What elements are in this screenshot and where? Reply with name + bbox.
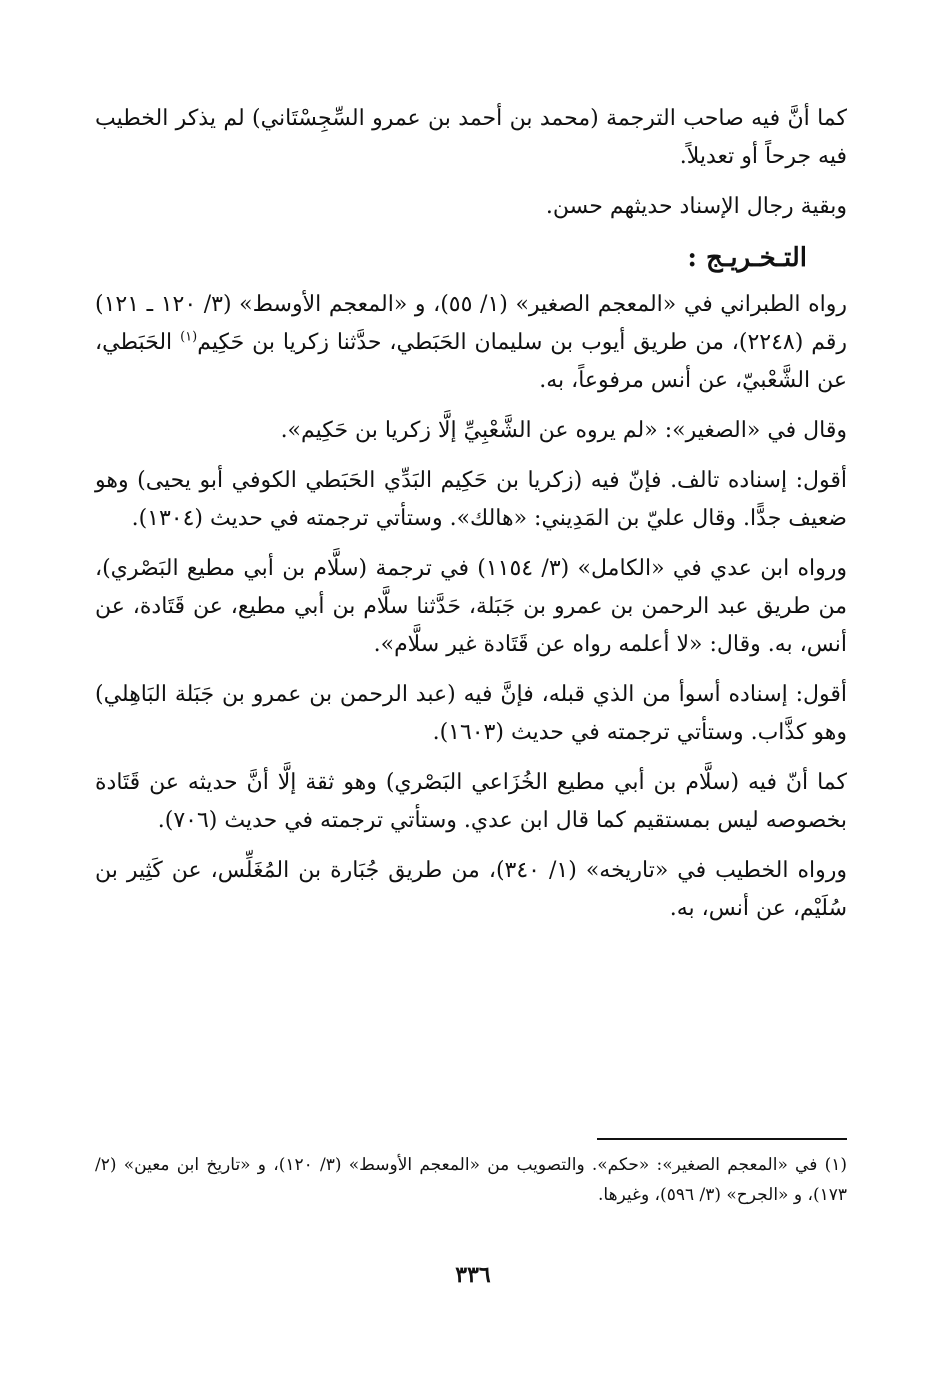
paragraph-takhrij [95,286,847,400]
paragraph-ibn-adi: ورواه ابن عدي في «الكامل» (٣/ ١١٥٤) في ترجمة (سلَّام بن أبي مطيع البَصْري)، من طريق عبد الرحمن بن عمرو بن جَبَلة، حَدَّثنا سلَّام بن أبي مطيع، عن قَتَادة، عن أنس، به. وقال: «لا أعلمه رواه عن قَتَادة غير سلَّام». [95,556,848,657]
paragraph-khatib: ورواه الخطيب في «تاريخه» (١/ ٣٤٠)، من طريق جُبَارة بن المُغَلِّس، عن كَثِير بن سُلَيْم، عن أنس، به. [95,858,847,921]
paragraph-sallam: كما أنّ فيه (سلَّام بن أبي مطيع الخُزَاعي البَصْري) وهو ثقة إلَّا أنَّ حديثه عن قَتَادة بخصوصه ليس بمستقيم كما قال ابن عدي. وستأتي ترجمته في حديث (٧٠٦). [95,770,847,833]
paragraph-aqul-1: أقول: إسناده تالف. فإنّ فيه (زكريا بن حَكِيم البَدِّي الحَبَطي الكوفي أبو يحيى) وهو ضعيف جدًّا. وقال عليّ بن المَدِيني: «هالك». وستأتي ترجمته في حديث (١٣٠٤). [95,468,847,531]
takhrij-text-end: الحَبَطي، عن الشَّعْبيّ، عن أنس مرفوعاً، به. [95,330,847,393]
section-heading-takhrij: التـخـريـج : [687,243,807,273]
footnote-reference[interactable]: (١) [180,329,198,345]
footnotes [95,1150,847,1210]
page-number: ٣٣٦ [455,1262,491,1288]
paragraph-aqul-2: أقول: إسناده أسوأ من الذي قبله، فإنَّ فيه (عبد الرحمن بن عمرو بن جَبَلة البَاهِلي) وهو كذَّاب. وستأتي ترجمته في حديث (١٦٠٣). [95,682,847,745]
paragraph-saghir-quote: وقال في «الصغير»: «لم يروه عن الشَّعْبِيِّ إلَّا زكريا بن حَكِيم». [280,418,847,443]
footnote-divider [597,1138,847,1140]
page-body [95,100,847,940]
paragraph-1: كما أنَّ فيه صاحب الترجمة (محمد بن أحمد بن عمرو السِّجِسْتَاني) لم يذكر الخطيب فيه جرحاً أو تعديلاً. [95,106,847,169]
paragraph-2: وبقية رجال الإسناد حديثهم حسن. [545,194,847,219]
footnote-1: (١) في «المعجم الصغير»: «حكم». والتصويب من «المعجم الأوسط» (٣/ ١٢٠)، و «تاريخ ابن معين» (٢/ ١٧٣)، و «الجرح» (٣/ ٥٩٦)، وغيرها. [95,1155,847,1205]
takhrij-text-start: رواه الطبراني في «المعجم الصغير» (١/ ٥٥)، و «المعجم الأوسط» (٣/ ١٢٠ ـ ١٢١) رقم (٢٢٤٨)، من طريق أيوب بن سليمان الحَبَطي، حدَّثنا زكريا بن حَكِيم [95,292,848,355]
